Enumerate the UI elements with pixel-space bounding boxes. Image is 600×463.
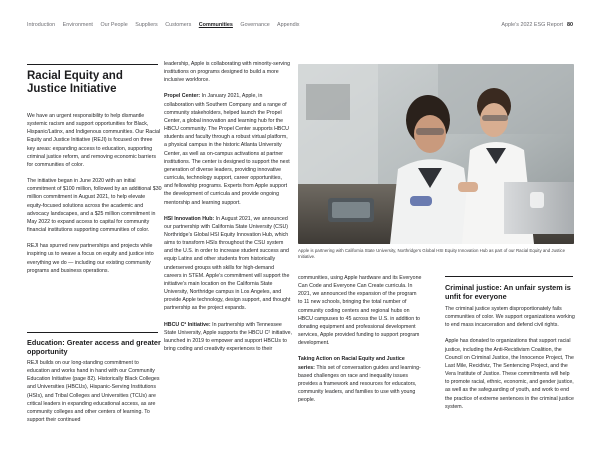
hbcu-c2-paragraph [164, 321, 292, 354]
propel-center-paragraph [164, 92, 292, 206]
section-nav [27, 22, 305, 28]
education-paragraph: REJI builds on our long-standing commitment to education and works hand in hand with our Community Education Initiative (page 82). Historically Black Colleges and Universities (HBCUs), Hispanic-Serving Institutions (HSIs), and Tribal Colleges and Universities (TCUs) are critical leaders in expanding educational access, as are community colleges and other centers of learning. To support their continued [27, 360, 160, 424]
students-lab-photo [298, 64, 574, 244]
coding-centers-paragraph: communities, using Apple hardware and its Everyone Can Code and Everyone Can Create curricula. In 2021, we announced the expansion of the program to 11 new schools, bringing the total number of community coding centers and regional hubs on HBCU campuses to 45 across the U.S. in addition to donating equipment and professional development services, Apple provided funding to support program development. [298, 275, 422, 347]
education-rule [27, 332, 158, 333]
page-title: Racial Equity and Justice Initiative [27, 70, 123, 95]
taking-action-label: Taking Action on Racial Equity and Justice series: [298, 356, 405, 371]
taking-action-text: This set of conversation guides and learning-based challenges on race and inequality issues provides a framework and resources for educators, community leaders, and families to use with young people. [298, 364, 421, 404]
criminal-justice-rule [445, 276, 573, 277]
propel-center-label: Propel Center: [164, 93, 201, 100]
reji-commitment-paragraph: The initiative began in June 2020 with an initial commitment of $100 million, followed by an additional $30 million commitment in August 2021, to help elevate equity-focused solutions across the academic and advocacy landscapes, and a $25 million commitment in May 2022 to expand access to capital for community financial institutions supporting communities of color. [27, 178, 162, 234]
report-header [501, 22, 573, 28]
propel-center-text: In January 2021, Apple, in collaboration with Southern Company and a range of community stakeholders, helped launch the Propel Center, a global innovation and learning hub for the HBCU community. The Propel Center supports HBCU students and faculty through a robust virtual platform, a physical campus in the historic Atlanta University Center, as well as on-campus activations at partner institutions. The center is designed to support the next generation of diverse leaders, providing innovative curricula, technology support, career opportunities, and fellowship programs. Experts from Apple support the development of curricula and provide ongoing mentorship and learning support. [164, 93, 290, 206]
nav-customers[interactable]: Customers [165, 22, 192, 28]
page-number: 80 [567, 22, 573, 28]
nav-introduction[interactable]: Introduction [27, 22, 56, 28]
education-body [27, 359, 162, 424]
hsi-hub-paragraph [164, 215, 292, 313]
hsi-hub-label: HSI Innovation Hub: [164, 215, 215, 222]
criminal-justice-paragraph: The criminal justice system disproportionately fails communities of color. We support organizations working to end mass incarceration and defend civil rights. [445, 306, 575, 329]
photo-caption: Apple is partnering with California State University, Northridge’s Global HSI Equity Innovation Hub as part of our Racial Equity and Justice Initiative. [298, 248, 566, 260]
education-heading: Education: Greater access and greater opportunity [27, 338, 161, 356]
hbcu-c2-label: HBCU C² Initiative: [164, 321, 211, 328]
report-title: Apple’s 2022 ESG Report [501, 22, 563, 28]
nav-environment[interactable]: Environment [62, 22, 93, 28]
nav-communities[interactable]: Communities [198, 22, 233, 28]
nav-appendix[interactable]: Appendix [277, 22, 300, 28]
taking-action-paragraph [298, 355, 422, 404]
minority-serving-paragraph: leadership, Apple is collaborating with minority-serving institutions on programs designed to build a more inclusive workforce. [164, 61, 291, 84]
hsi-hub-text: In August 2021, we announced our partnership with California State University (CSU) Northridge’s Global HSI Equity Innovation Hub, which aims to transform HSIs throughout the CSU system and the U.S. in order to increase student success and equip Latinx and other students from historically underserved groups with skills for high-demand careers in STEM. Apple’s commitment will support the initiative’s main location on the California State University, Northridge campus in Los Angeles, and provide Apple technology, design support, and thought partnership as the project expands. [164, 215, 291, 312]
donations-paragraph: Apple has donated to organizations that support racial justice, including the Anti-Recidivism Coalition, the Council on Criminal Justice, the Innocence Project, The Last Mile, Recidiviz, The Sentencing Project, and the Vera Institute of Justice. These commitments will help to promote racial, ethnic, economic, and gender justice, as well as the safeguarding of youth, and work to end the practice of extreme sentences in the criminal justice system. [445, 338, 574, 410]
column-3 [298, 274, 422, 404]
criminal-justice-heading: Criminal justice: An unfair system is unfit for everyone [445, 283, 571, 301]
reji-intro-paragraph: We have an urgent responsibility to help dismantle systemic racism and support opportunities for Black, Hispanic/Latinx, and Indigenous communities. Our Racial Equity and Justice Initiative (REJI) is focused on three key areas: expanding access to education, supporting criminal justice reform, and removing economic barriers for communities of color. [27, 113, 161, 168]
nav-suppliers[interactable]: Suppliers [135, 22, 158, 28]
nav-our-people[interactable]: Our People [100, 22, 128, 28]
reji-partnerships-paragraph: REJI has spurred new partnerships and projects while inspiring us to weave a focus on equity and justice into everything we do — including our existing community programs and business operations. [27, 243, 154, 274]
title-rule [27, 64, 158, 65]
hbcu-c2-text: In partnership with Tennessee State University, Apple supports the HBCU C² initiative, launched in 2019 to empower and support HBCUs to bring coding and creativity experiences to their [164, 321, 292, 352]
column-2 [164, 60, 292, 353]
column-4 [445, 305, 575, 411]
column-1 [27, 112, 162, 275]
nav-governance[interactable]: Governance [240, 22, 270, 28]
